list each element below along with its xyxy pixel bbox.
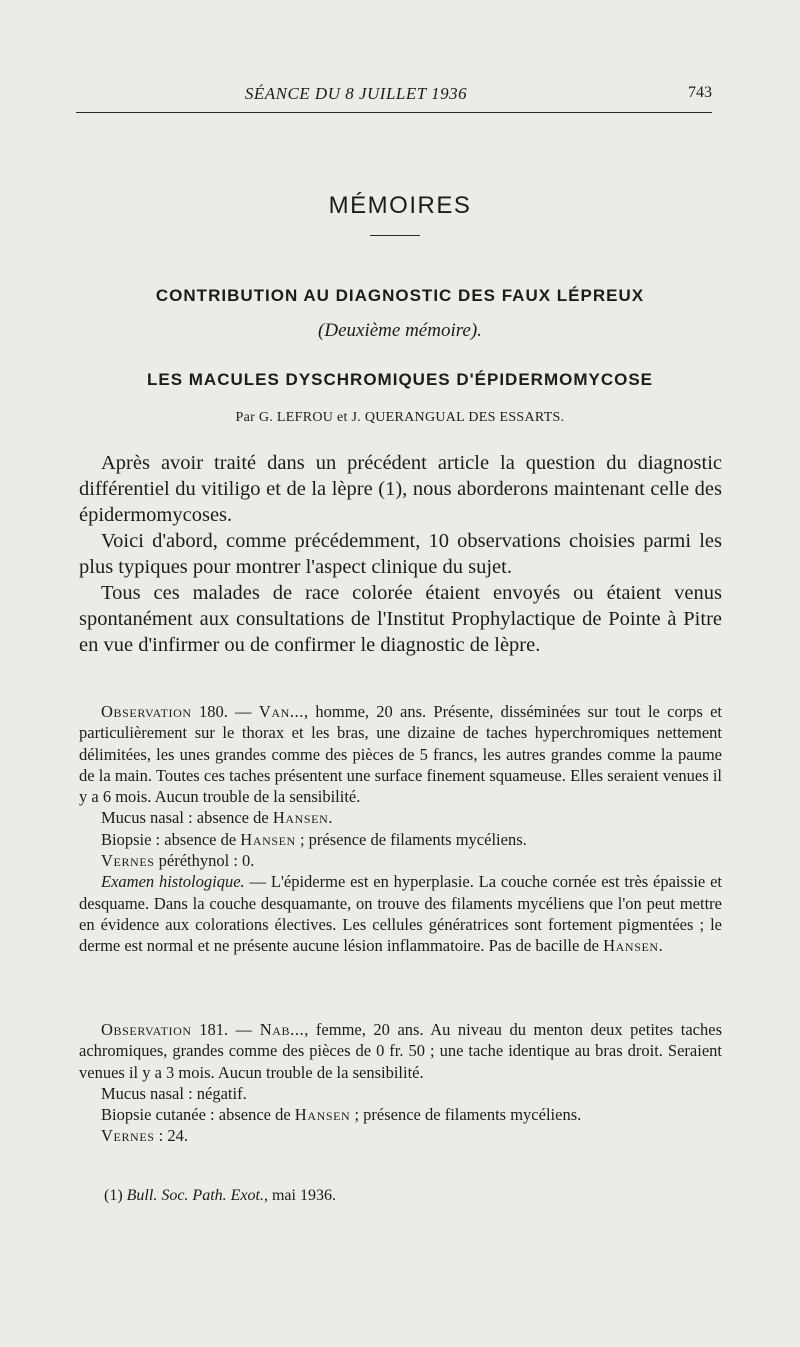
mucus-text: Mucus nasal : absence de <box>101 808 273 828</box>
observation-181-summary <box>79 1019 722 1083</box>
observation-number: 181. <box>199 1020 229 1039</box>
header-rule <box>76 112 712 113</box>
observation-label: Observation <box>101 702 192 721</box>
histology-text: — L'épiderme est en hyperplasie. La couche cornée est très épaissie et desquame. Dans la couche desquamante, on trouve des filaments mycéliens que l'on peut mettre en évidence aux colorations électives. Les cellules génératrices sont fortement pigmentées ; le derme est normal et ne présente aucune lésion inflammatoire. Pas de bacille de <box>79 872 722 956</box>
patient-name: Van... <box>258 702 305 721</box>
observation-number: 180. <box>198 702 228 721</box>
footnote-journal: Bull. Soc. Path. Exot. <box>126 1187 264 1204</box>
footnote-date: , mai 1936. <box>263 1187 336 1204</box>
vernes-label: Vernes <box>101 851 155 871</box>
biopsie-line <box>79 829 722 850</box>
article-subtitle-heading: LES MACULES DYSCHROMIQUES D'ÉPIDERMOMYCOSE <box>146 370 654 389</box>
biopsie-end: ; présence de filaments mycéliens. <box>350 1105 582 1125</box>
mucus-nasal-line <box>79 807 722 828</box>
vernes-value: : 24. <box>154 1126 188 1146</box>
mucus-nasal-line: Mucus nasal : négatif. <box>101 1083 247 1103</box>
page-number: 743 <box>688 84 712 101</box>
observation-dash: — <box>228 1020 260 1039</box>
observation-181 <box>79 1019 722 1147</box>
vernes-line <box>79 1125 722 1146</box>
intro-paragraph-2: Voici d'abord, comme précédemment, 10 observations choisies parmi les plus typiques pour montrer l'aspect clinique du sujet. <box>79 530 722 578</box>
intro-paragraph-1: Après avoir traité dans un précédent article la question du diagnostic différentiel du vitiligo et de la lèpre (1), nous aborderons maintenant celle des épidermomycoses. <box>79 452 722 526</box>
biopsie-text: Biopsie cutanée : absence de <box>101 1105 295 1125</box>
mucus-end: . <box>328 808 333 828</box>
biopsie-end: ; présence de filaments mycéliens. <box>295 829 527 849</box>
footnote-marker: (1) <box>104 1187 127 1204</box>
hansen-term: Hansen <box>272 808 329 828</box>
article-title: CONTRIBUTION AU DIAGNOSTIC DES FAUX LÉPREUX <box>155 286 645 305</box>
observation-text: , homme, 20 ans. Présente, disséminées sur tout le corps et particulièrement sur le thorax et les bras, une dizaine de taches hyperchromiques nettement délimitées, les unes grandes comme des pièces de 5 francs, les autres grandes comme la paume de la main. Toutes ces taches présentent une surface finement squameuse. Elles seraient venues il y a 6 mois. Aucun trouble de la sensibilité. <box>79 702 723 807</box>
observation-180-summary <box>79 701 722 807</box>
hansen-term: Hansen <box>294 1105 351 1125</box>
observation-dash: — <box>227 702 259 721</box>
running-head <box>76 80 712 110</box>
observation-text: , femme, 20 ans. Au niveau du menton deux petites taches achromiques, grandes comme des pièces de 0 fr. 50 ; une tache identique au bras droit. Seraient venues il y a 3 mois. Aucun trouble de la sensibilité. <box>79 1020 723 1082</box>
hansen-term: Hansen <box>240 829 296 849</box>
footnote <box>104 1187 704 1205</box>
vernes-label: Vernes <box>101 1126 155 1146</box>
authors-line: Par G. LEFROU et J. QUERANGUAL DES ESSARTS. <box>235 410 565 425</box>
biopsie-text: Biopsie : absence de <box>101 829 241 849</box>
vernes-line <box>79 850 722 871</box>
intro-paragraph-3: Tous ces malades de race colorée étaient envoyés ou étaient venus spontanément aux consultations de l'Institut Prophylactique de Pointe à Pitre en vue d'infirmer ou de confirmer le diagnostic de lèpre. <box>79 582 722 656</box>
patient-name: Nab... <box>259 1020 305 1039</box>
section-rule <box>370 235 420 236</box>
histology-end: . <box>658 936 663 956</box>
running-title: SÉANCE DU 8 JUILLET 1936 <box>244 84 468 103</box>
intro-section <box>79 450 722 658</box>
section-title: MÉMOIRES <box>328 192 472 219</box>
histology-label: Examen histologique. <box>101 872 245 892</box>
hansen-term: Hansen <box>603 936 659 956</box>
article-subtitle: (Deuxième mémoire). <box>318 320 482 341</box>
observation-180 <box>79 701 722 957</box>
histology-paragraph <box>79 871 722 956</box>
observation-label: Observation <box>101 1020 192 1039</box>
biopsie-line <box>79 1104 722 1125</box>
vernes-value: péréthynol : 0. <box>154 851 255 871</box>
